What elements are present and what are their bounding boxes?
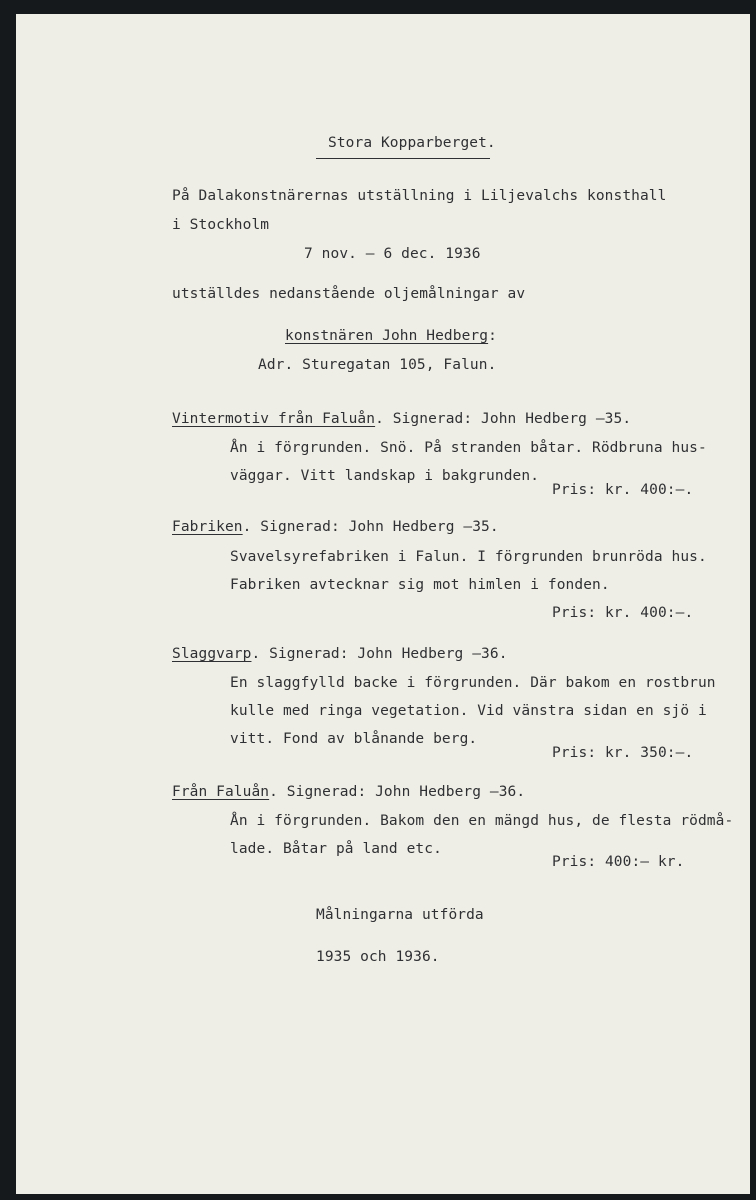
painting-description-line: Ån i förgrunden. Bakom den en mängd hus, de flesta rödmå- [230, 813, 734, 829]
painting-price: Pris: kr. 400:–. [552, 482, 694, 498]
painting-description-line: En slaggfylld backe i förgrunden. Där bakom en rostbrun [230, 675, 716, 691]
intro-line-1: På Dalakonstnärernas utställning i Liljevalchs konsthall [172, 188, 667, 204]
painting-title: Från Faluån [172, 784, 270, 800]
painting-description-line: kulle med ringa vegetation. Vid vänstra sidan en sjö i [230, 703, 707, 719]
painting-price: Pris: 400:– kr. [552, 854, 685, 870]
painting-price: Pris: kr. 400:–. [552, 605, 694, 621]
painting-heading [172, 783, 525, 801]
painting-signature: . Signerad: John Hedberg –35. [242, 519, 499, 535]
painting-heading [172, 645, 508, 663]
footer-line-1: Målningarna utförda [316, 907, 484, 923]
painting-heading [172, 518, 499, 536]
painting-description-line: Ån i förgrunden. Snö. På stranden båtar. Rödbruna hus- [230, 440, 707, 456]
artist-line [285, 327, 497, 345]
painting-signature: . Signerad: John Hedberg –35. [375, 411, 632, 427]
title-underline [316, 158, 490, 159]
painting-title: Slaggvarp [172, 646, 252, 662]
intro-line-2: i Stockholm [172, 217, 270, 233]
painting-signature: . Signerad: John Hedberg –36. [251, 646, 508, 662]
exhibition-dates: 7 nov. – 6 dec. 1936 [304, 246, 481, 262]
footer-line-2: 1935 och 1936. [316, 949, 440, 965]
painting-heading [172, 410, 631, 428]
painting-description-line: vitt. Fond av blånande berg. [230, 731, 478, 747]
artist-address: Adr. Sturegatan 105, Falun. [258, 357, 497, 373]
document-title: Stora Kopparberget. [328, 135, 496, 151]
artist-colon: : [488, 328, 497, 344]
painting-description-line: lade. Båtar på land etc. [230, 841, 442, 857]
painting-title: Vintermotiv från Faluån [172, 411, 376, 427]
painting-signature: . Signerad: John Hedberg –36. [269, 784, 526, 800]
intro-line-3: utställdes nedanstående oljemålningar av [172, 286, 526, 302]
painting-price: Pris: kr. 350:–. [552, 745, 694, 761]
painting-description-line: Fabriken avtecknar sig mot himlen i fonden. [230, 577, 610, 593]
artist-name: konstnären John Hedberg [285, 328, 489, 344]
painting-title: Fabriken [172, 519, 243, 535]
painting-description-line: Svavelsyrefabriken i Falun. I förgrunden brunröda hus. [230, 549, 707, 565]
painting-description-line: väggar. Vitt landskap i bakgrunden. [230, 468, 540, 484]
